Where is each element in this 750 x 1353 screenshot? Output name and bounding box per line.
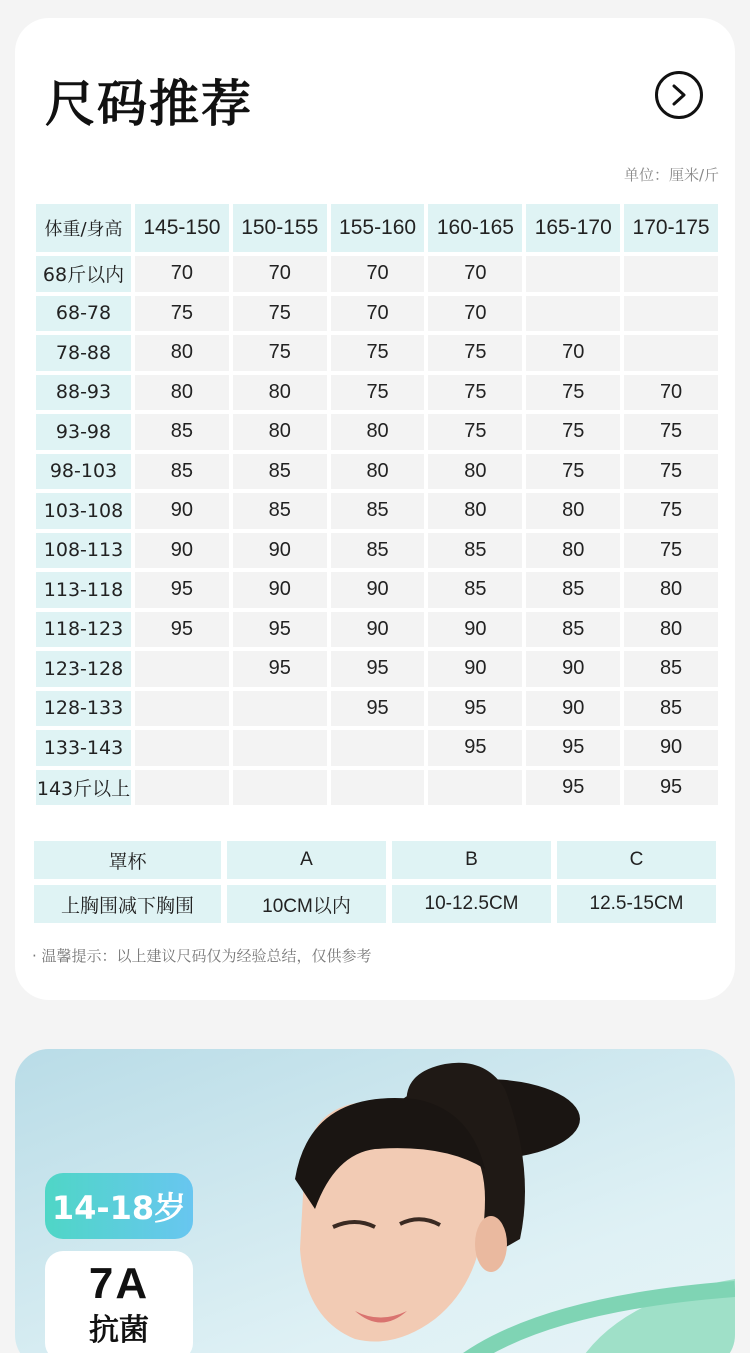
size-cell xyxy=(135,730,229,766)
size-cell: 90 xyxy=(331,572,425,608)
size-cell: 70 xyxy=(331,256,425,292)
size-cell: 85 xyxy=(233,454,327,490)
height-header: 160-165 xyxy=(428,204,522,252)
weight-range-cell: 68斤以内 xyxy=(36,256,131,292)
size-cell: 75 xyxy=(624,533,718,569)
size-cell: 85 xyxy=(428,533,522,569)
size-table-row xyxy=(36,770,718,806)
weight-range-cell: 128-133 xyxy=(36,691,131,727)
size-cell: 95 xyxy=(135,572,229,608)
weight-range-cell: 113-118 xyxy=(36,572,131,608)
weight-range-cell: 103-108 xyxy=(36,493,131,529)
cup-value: B xyxy=(392,841,551,879)
age-badge: 14-18岁 xyxy=(45,1173,193,1239)
size-cell xyxy=(135,770,229,806)
cup-table-row xyxy=(34,885,716,923)
weight-range-cell: 133-143 xyxy=(36,730,131,766)
size-cell: 80 xyxy=(331,414,425,450)
bust-difference-value: 10-12.5CM xyxy=(392,885,551,923)
size-cell: 75 xyxy=(331,335,425,371)
size-cell: 95 xyxy=(428,730,522,766)
grade-label: 7A xyxy=(88,1259,150,1308)
size-cell: 70 xyxy=(331,296,425,332)
size-cell: 95 xyxy=(135,612,229,648)
size-cell: 80 xyxy=(233,414,327,450)
size-cell: 90 xyxy=(331,612,425,648)
cup-table xyxy=(28,835,722,929)
size-cell xyxy=(624,296,718,332)
size-cell: 90 xyxy=(233,533,327,569)
size-table-row xyxy=(36,691,718,727)
size-recommendation-card xyxy=(15,18,735,1000)
size-table-corner: 体重/身高 xyxy=(36,204,131,252)
bust-difference-value: 10CM以内 xyxy=(227,885,386,923)
size-cell: 95 xyxy=(233,612,327,648)
page-title: 尺码推荐 xyxy=(45,75,253,133)
size-cell: 80 xyxy=(428,454,522,490)
weight-range-cell: 78-88 xyxy=(36,335,131,371)
size-cell: 75 xyxy=(233,335,327,371)
size-cell: 75 xyxy=(624,454,718,490)
size-cell: 75 xyxy=(233,296,327,332)
size-cell: 75 xyxy=(428,414,522,450)
size-cell xyxy=(331,770,425,806)
size-cell: 90 xyxy=(135,533,229,569)
weight-range-cell: 88-93 xyxy=(36,375,131,411)
size-cell: 80 xyxy=(135,335,229,371)
antibacterial-label: 抗菌 xyxy=(89,1313,149,1348)
size-cell: 95 xyxy=(526,770,620,806)
size-table-row xyxy=(36,256,718,292)
size-cell: 75 xyxy=(428,335,522,371)
size-cell: 85 xyxy=(331,533,425,569)
size-cell xyxy=(526,256,620,292)
size-cell: 75 xyxy=(331,375,425,411)
cup-table-row xyxy=(34,841,716,879)
size-cell: 75 xyxy=(428,375,522,411)
bust-difference-label: 上胸围减下胸围 xyxy=(34,885,221,923)
weight-range-cell: 123-128 xyxy=(36,651,131,687)
size-cell: 75 xyxy=(526,454,620,490)
size-cell: 80 xyxy=(135,375,229,411)
bust-difference-value: 12.5-15CM xyxy=(557,885,716,923)
cup-value: C xyxy=(557,841,716,879)
size-cell: 85 xyxy=(135,454,229,490)
cup-value: A xyxy=(227,841,386,879)
size-table-row xyxy=(36,454,718,490)
height-header: 165-170 xyxy=(526,204,620,252)
size-cell: 90 xyxy=(428,612,522,648)
size-cell: 70 xyxy=(233,256,327,292)
grade-badge xyxy=(45,1251,193,1353)
height-header: 150-155 xyxy=(233,204,327,252)
size-table-row xyxy=(36,414,718,450)
next-button[interactable] xyxy=(655,71,703,119)
weight-range-cell: 93-98 xyxy=(36,414,131,450)
height-header: 145-150 xyxy=(135,204,229,252)
size-table-row xyxy=(36,533,718,569)
size-cell: 75 xyxy=(624,493,718,529)
size-cell xyxy=(135,651,229,687)
size-cell: 80 xyxy=(526,493,620,529)
size-cell xyxy=(428,770,522,806)
size-cell: 85 xyxy=(526,612,620,648)
size-cell: 95 xyxy=(331,691,425,727)
size-cell: 90 xyxy=(624,730,718,766)
weight-range-cell: 68-78 xyxy=(36,296,131,332)
size-cell: 90 xyxy=(526,691,620,727)
size-cell: 85 xyxy=(428,572,522,608)
size-cell: 85 xyxy=(624,651,718,687)
size-cell: 75 xyxy=(135,296,229,332)
size-table-row xyxy=(36,612,718,648)
size-table-row xyxy=(36,335,718,371)
size-cell: 80 xyxy=(526,533,620,569)
size-cell xyxy=(624,335,718,371)
size-cell: 90 xyxy=(135,493,229,529)
weight-range-cell: 108-113 xyxy=(36,533,131,569)
size-table-row xyxy=(36,651,718,687)
size-table-row xyxy=(36,572,718,608)
size-cell: 80 xyxy=(331,454,425,490)
unit-label: 单位：厘米/斤 xyxy=(623,166,719,184)
size-cell: 80 xyxy=(428,493,522,529)
size-cell xyxy=(331,730,425,766)
size-table-row xyxy=(36,493,718,529)
size-cell: 70 xyxy=(526,335,620,371)
size-cell: 75 xyxy=(526,414,620,450)
size-cell: 70 xyxy=(624,375,718,411)
size-cell: 95 xyxy=(526,730,620,766)
size-table-body xyxy=(36,256,718,805)
size-cell: 95 xyxy=(624,770,718,806)
size-cell: 70 xyxy=(135,256,229,292)
size-cell: 85 xyxy=(331,493,425,529)
weight-range-cell: 98-103 xyxy=(36,454,131,490)
weight-range-cell: 118-123 xyxy=(36,612,131,648)
size-cell xyxy=(624,256,718,292)
tip-text: · 温馨提示：以上建议尺码仅为经验总结，仅供参考 xyxy=(32,947,372,965)
size-cell: 70 xyxy=(428,256,522,292)
size-table-row xyxy=(36,375,718,411)
size-cell: 70 xyxy=(428,296,522,332)
size-cell: 95 xyxy=(233,651,327,687)
size-cell: 75 xyxy=(526,375,620,411)
size-table-row xyxy=(36,730,718,766)
size-cell: 85 xyxy=(526,572,620,608)
size-cell: 80 xyxy=(624,572,718,608)
size-cell xyxy=(233,730,327,766)
size-table-row xyxy=(36,296,718,332)
size-cell xyxy=(233,770,327,806)
size-table-header-row xyxy=(36,204,718,252)
size-cell: 90 xyxy=(526,651,620,687)
size-cell: 85 xyxy=(624,691,718,727)
product-photo xyxy=(15,1049,735,1353)
size-cell: 80 xyxy=(233,375,327,411)
height-header: 155-160 xyxy=(331,204,425,252)
size-cell: 90 xyxy=(428,651,522,687)
size-cell: 85 xyxy=(135,414,229,450)
size-cell xyxy=(135,691,229,727)
weight-range-cell: 143斤以上 xyxy=(36,770,131,806)
size-cell xyxy=(526,296,620,332)
size-cell: 75 xyxy=(624,414,718,450)
cup-label: 罩杯 xyxy=(34,841,221,879)
chevron-right-icon xyxy=(668,84,690,106)
size-cell xyxy=(233,691,327,727)
size-table xyxy=(32,200,722,809)
size-cell: 90 xyxy=(233,572,327,608)
size-cell: 95 xyxy=(428,691,522,727)
size-cell: 85 xyxy=(233,493,327,529)
size-cell: 80 xyxy=(624,612,718,648)
size-cell: 95 xyxy=(331,651,425,687)
height-header: 170-175 xyxy=(624,204,718,252)
